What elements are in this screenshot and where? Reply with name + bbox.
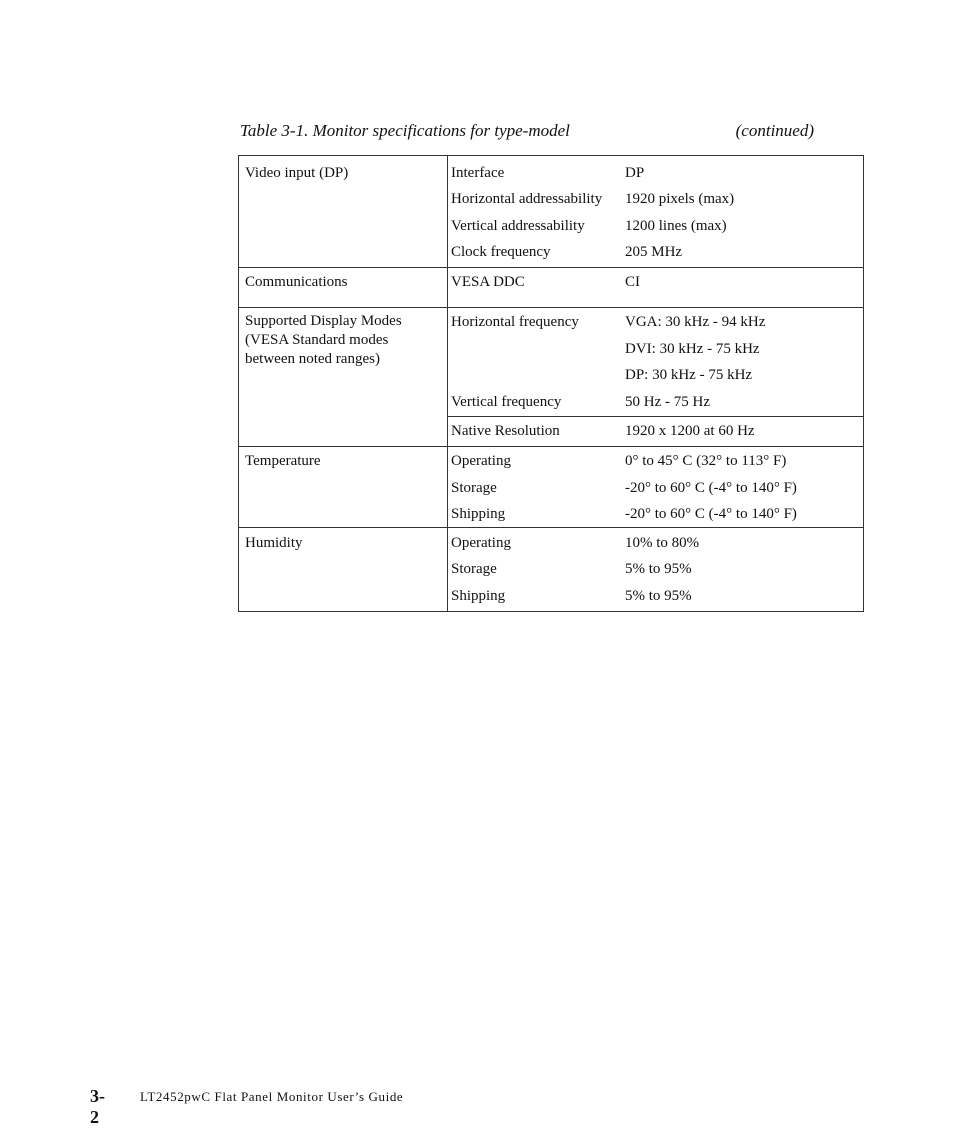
humidity-group <box>239 527 863 611</box>
spec-table <box>238 155 864 612</box>
temperature-group <box>239 446 863 527</box>
communications-value: CI <box>625 274 640 290</box>
table-caption <box>240 121 814 145</box>
horizontal-frequency-dp: DP: 30 kHz - 75 kHz <box>625 367 753 383</box>
temperature-label: Temperature <box>245 453 321 469</box>
continued-label: (continued) <box>735 121 814 140</box>
communications-name: VESA DDC <box>451 274 525 290</box>
display-modes-group <box>239 307 863 446</box>
humidity-operating-name: Operating <box>451 535 511 551</box>
horizontal-frequency-name: Horizontal frequency <box>451 314 579 330</box>
temperature-shipping-name: Shipping <box>451 506 506 522</box>
video-input-label: Video input (DP) <box>245 165 349 181</box>
communications-group <box>239 267 863 307</box>
vertical-frequency-name: Vertical frequency <box>451 394 562 410</box>
interface-name: Interface <box>451 165 505 181</box>
page-number: 3-2 <box>90 1086 105 1127</box>
horizontal-frequency-vga: VGA: 30 kHz - 94 kHz <box>625 314 766 330</box>
video-input-group <box>239 156 863 267</box>
temperature-storage-name: Storage <box>451 480 497 496</box>
temperature-operating-value: 0° to 45° C (32° to 113° F) <box>625 453 787 469</box>
humidity-operating-value: 10% to 80% <box>625 535 700 551</box>
horizontal-addressability-value: 1920 pixels (max) <box>625 191 735 207</box>
humidity-shipping-value: 5% to 95% <box>625 588 692 604</box>
communications-label: Communications <box>245 274 348 290</box>
interface-value: DP <box>625 165 645 181</box>
temperature-storage-value: -20° to 60° C (-4° to 140° F) <box>625 480 797 496</box>
native-resolution-name: Native Resolution <box>451 423 560 439</box>
clock-frequency-name: Clock frequency <box>451 244 551 260</box>
clock-frequency-value: 205 MHz <box>625 244 683 260</box>
temperature-operating-name: Operating <box>451 453 511 469</box>
horizontal-addressability-name: Horizontal addressability <box>451 191 603 207</box>
humidity-shipping-name: Shipping <box>451 588 506 604</box>
vertical-addressability-value: 1200 lines (max) <box>625 218 727 234</box>
display-modes-label: Supported Display Modes (VESA Standard modes between noted ranges) <box>245 313 402 367</box>
guide-title: LT2452pwC Flat Panel Monitor User’s Guide <box>140 1089 404 1104</box>
humidity-label: Humidity <box>245 535 303 551</box>
native-resolution-value: 1920 x 1200 at 60 Hz <box>625 423 755 439</box>
temperature-shipping-value: -20° to 60° C (-4° to 140° F) <box>625 506 797 522</box>
vertical-frequency-value: 50 Hz - 75 Hz <box>625 394 710 410</box>
vertical-addressability-name: Vertical addressability <box>451 218 585 234</box>
humidity-storage-name: Storage <box>451 561 497 577</box>
horizontal-frequency-dvi: DVI: 30 kHz - 75 kHz <box>625 341 760 357</box>
table-title: Table 3-1. Monitor specifications for type-model <box>240 121 570 140</box>
humidity-storage-value: 5% to 95% <box>625 561 692 577</box>
